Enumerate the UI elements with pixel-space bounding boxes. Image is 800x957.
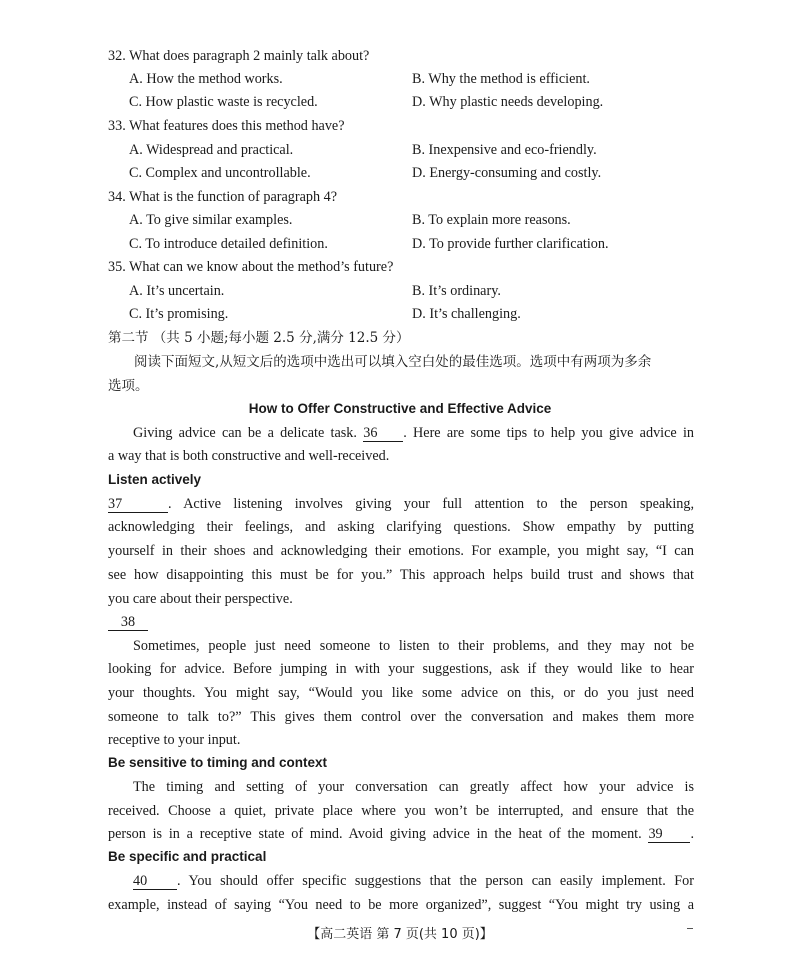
paragraph-1-line-5: you care about their perspective. bbox=[108, 591, 293, 607]
question-32-option-a: A. How the method works. bbox=[129, 71, 283, 87]
question-35-option-c: C. It’s promising. bbox=[129, 306, 229, 322]
paragraph-2-line-2: looking for advice. Before jumping in with your suggestions, ask if they would like to hear bbox=[108, 661, 694, 677]
heading-timing-context: Be sensitive to timing and context bbox=[108, 755, 328, 770]
section-instruction-line-1: 阅读下面短文,从短文后的选项中选出可以填入空白处的最佳选项。选项中有两项为多余 bbox=[134, 354, 652, 370]
blank-38: 38 bbox=[108, 614, 148, 631]
intro-line-2: a way that is both constructive and well-received. bbox=[108, 448, 390, 464]
question-34-stem: 34. What is the function of paragraph 4? bbox=[108, 189, 338, 205]
page-footer: 【高二英语 第 7 页(共 10 页)】 bbox=[307, 927, 493, 942]
question-34-option-a: A. To give similar examples. bbox=[129, 212, 293, 228]
question-35-option-a: A. It’s uncertain. bbox=[129, 283, 225, 299]
question-32-option-b: B. Why the method is efficient. bbox=[412, 71, 590, 87]
corner-mark bbox=[687, 928, 693, 929]
question-34-option-c: C. To introduce detailed definition. bbox=[129, 236, 328, 252]
paragraph-2-line-1: Sometimes, people just need someone to listen to their problems, and they may not be bbox=[133, 638, 694, 654]
heading-specific-practical: Be specific and practical bbox=[108, 849, 267, 864]
question-35-option-b: B. It’s ordinary. bbox=[412, 283, 501, 299]
intro-text-a: Giving advice can be a delicate task. bbox=[133, 425, 357, 441]
paragraph-1-line-2: acknowledging their feelings, and asking clarifying questions. Show empathy by putting bbox=[108, 519, 694, 535]
heading-38-line bbox=[108, 612, 148, 632]
question-35-stem: 35. What can we know about the method’s future? bbox=[108, 259, 394, 275]
question-33-option-b: B. Inexpensive and eco-friendly. bbox=[412, 142, 597, 158]
question-33-option-d: D. Energy-consuming and costly. bbox=[412, 165, 602, 181]
paragraph-1-line-3: yourself in their shoes and acknowledging their emotions. For example, you might say, “I can bbox=[108, 543, 694, 559]
section-header: 第二节 （共 5 小题;每小题 2.5 分,满分 12.5 分） bbox=[108, 330, 410, 346]
paragraph-2-line-5: receptive to your input. bbox=[108, 732, 241, 748]
paragraph-1-line-1 bbox=[108, 494, 694, 514]
intro-text-b: . Here are some tips to help you give advice in bbox=[403, 425, 695, 441]
question-33-option-a: A. Widespread and practical. bbox=[129, 142, 294, 158]
heading-listen-actively: Listen actively bbox=[108, 472, 202, 487]
question-35-option-d: D. It’s challenging. bbox=[412, 306, 521, 322]
paragraph-3-line-1: The timing and setting of your conversation can greatly affect how your advice is bbox=[133, 779, 694, 795]
paragraph-2-line-3: your thoughts. You might say, “Would you like some advice on this, or do you just need bbox=[108, 685, 694, 701]
blank-39: 39 bbox=[648, 826, 690, 843]
paragraph-1-text: . Active listening involves giving your full attention to the person speaking, bbox=[168, 496, 694, 512]
blank-37: 37 bbox=[108, 496, 168, 513]
intro-line-1 bbox=[133, 423, 694, 443]
paragraph-4-line-2: example, instead of saying “You need to be more organized”, suggest “You might try using a bbox=[108, 897, 694, 913]
question-32-option-c: C. How plastic waste is recycled. bbox=[129, 94, 318, 110]
question-33-stem: 33. What features does this method have? bbox=[108, 118, 345, 134]
question-33-option-c: C. Complex and uncontrollable. bbox=[129, 165, 311, 181]
passage-title: How to Offer Constructive and Effective Advice bbox=[248, 401, 552, 416]
paragraph-3-line-2: received. Choose a quiet, private place where you won’t be interrupted, and ensure that the bbox=[108, 803, 694, 819]
paragraph-3-text: person is in a receptive state of mind. Avoid giving advice in the heat of the moment. bbox=[108, 826, 642, 842]
question-32-stem: 32. What does paragraph 2 mainly talk about? bbox=[108, 48, 370, 64]
question-34-option-d: D. To provide further clarification. bbox=[412, 236, 609, 252]
paragraph-4-text: . You should offer specific suggestions that the person can easily implement. For bbox=[177, 873, 694, 889]
question-32-option-d: D. Why plastic needs developing. bbox=[412, 94, 604, 110]
blank-36: 36 bbox=[363, 425, 403, 442]
paragraph-1-line-4: see how disappointing this must be for you.” This approach helps build trust and shows that bbox=[108, 567, 694, 583]
blank-40: 40 bbox=[133, 873, 177, 890]
section-instruction-line-2: 选项。 bbox=[108, 378, 149, 394]
paragraph-3-period: . bbox=[690, 826, 694, 842]
question-34-option-b: B. To explain more reasons. bbox=[412, 212, 571, 228]
paragraph-4-line-1 bbox=[133, 871, 694, 891]
paragraph-3-line-3 bbox=[108, 824, 694, 844]
paragraph-2-line-4: someone to talk to?” This gives them control over the conversation and makes them more bbox=[108, 709, 694, 725]
